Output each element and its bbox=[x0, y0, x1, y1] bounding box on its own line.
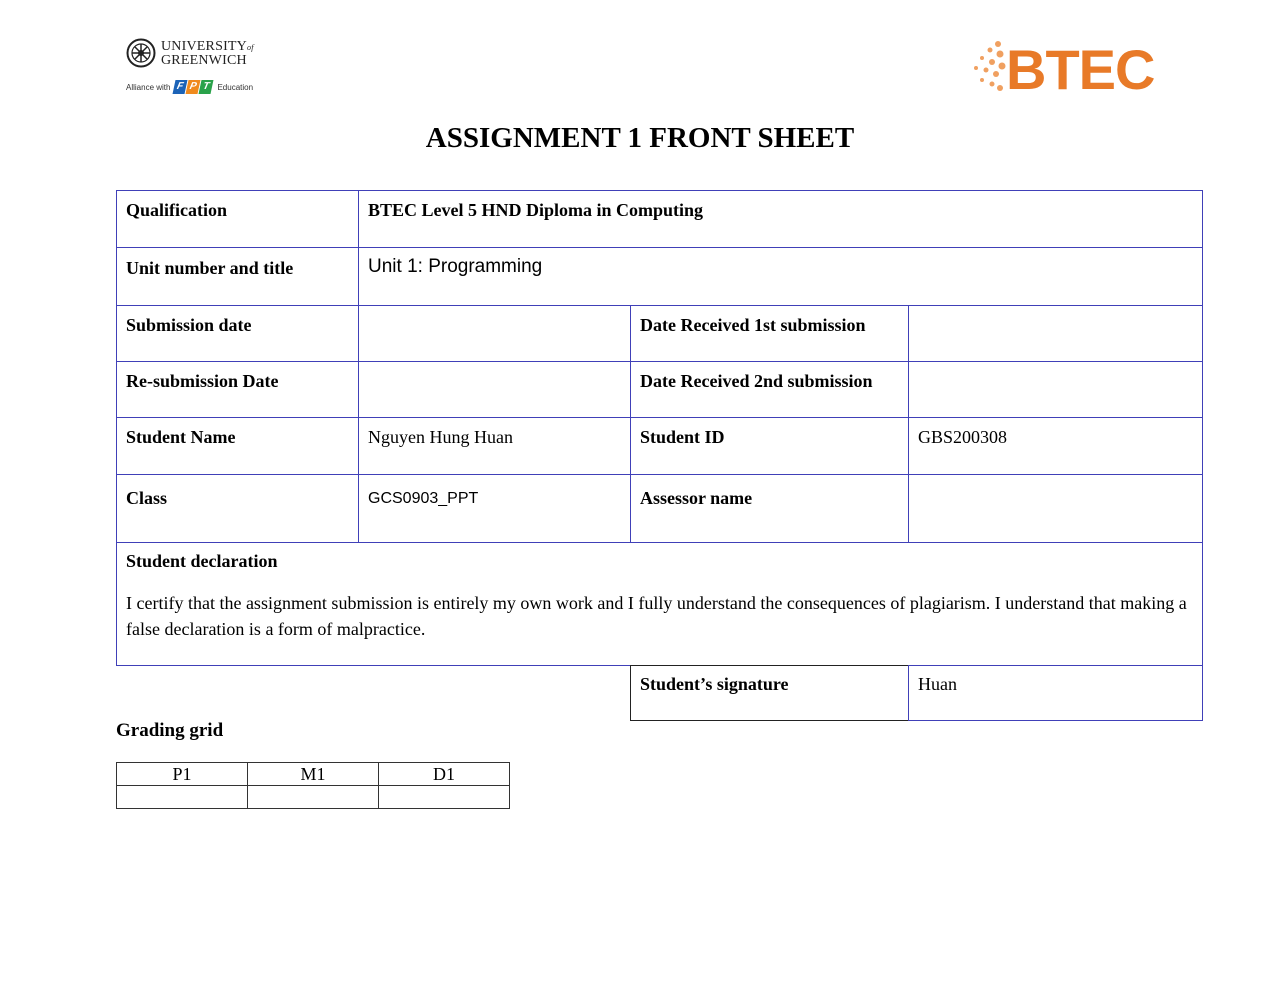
btec-logo bbox=[968, 36, 1168, 100]
student-id-value: GBS200308 bbox=[908, 417, 1203, 475]
fpt-letter-t: T bbox=[199, 80, 214, 94]
grade-header-d1: D1 bbox=[379, 763, 510, 786]
unit-label: Unit number and title bbox=[116, 247, 359, 306]
date-received-1-value bbox=[908, 305, 1203, 362]
fpt-letter-p: P bbox=[186, 80, 201, 94]
alliance-suffix: Education bbox=[217, 82, 254, 92]
resubmission-label: Re-submission Date bbox=[116, 361, 359, 418]
student-id-label: Student ID bbox=[630, 417, 909, 475]
alliance-line bbox=[126, 80, 266, 94]
page-title: ASSIGNMENT 1 FRONT SHEET bbox=[425, 122, 855, 154]
grade-header-p1: P1 bbox=[117, 763, 248, 786]
qualification-value: BTEC Level 5 HND Diploma in Computing bbox=[358, 190, 1203, 248]
btec-dots-icon bbox=[968, 36, 1008, 100]
assessor-label: Assessor name bbox=[630, 474, 909, 543]
university-of-greenwich-logo bbox=[126, 38, 266, 102]
student-name-label: Student Name bbox=[116, 417, 359, 475]
date-received-2-label: Date Received 2nd submission bbox=[630, 361, 909, 418]
fpt-letter-f: F bbox=[173, 80, 188, 94]
alliance-prefix: Alliance with bbox=[126, 82, 171, 92]
grading-grid bbox=[116, 762, 510, 809]
university-seal-icon bbox=[126, 38, 156, 68]
grade-header-m1: M1 bbox=[248, 763, 379, 786]
fpt-logo bbox=[174, 80, 213, 94]
submission-date-value bbox=[358, 305, 631, 362]
grade-value-m1 bbox=[248, 786, 379, 809]
signature-label: Student’s signature bbox=[630, 665, 909, 721]
date-received-1-label: Date Received 1st submission bbox=[630, 305, 909, 362]
resubmission-value bbox=[358, 361, 631, 418]
uog-of: of bbox=[247, 42, 254, 52]
qualification-label: Qualification bbox=[116, 190, 359, 248]
signature-value: Huan bbox=[908, 665, 1203, 721]
class-value: GCS0903_PPT bbox=[358, 474, 631, 543]
assessor-value bbox=[908, 474, 1203, 543]
unit-value: Unit 1: Programming bbox=[358, 247, 1203, 306]
declaration-text: I certify that the assignment submission is entirely my own work and I fully understand the consequences of plagiarism. I understand that making a false declaration is a form of malpractice. bbox=[126, 593, 1187, 639]
declaration-title: Student declaration bbox=[126, 551, 278, 571]
uog-line1: UNIVERSITY bbox=[161, 38, 247, 54]
grade-value-d1 bbox=[379, 786, 510, 809]
btec-wordmark: BTEC bbox=[1006, 38, 1155, 101]
class-label: Class bbox=[116, 474, 359, 543]
grading-header-row bbox=[117, 763, 510, 786]
submission-date-label: Submission date bbox=[116, 305, 359, 362]
declaration-block bbox=[116, 542, 1203, 666]
grading-grid-title: Grading grid bbox=[116, 720, 224, 741]
student-name-value: Nguyen Hung Huan bbox=[358, 417, 631, 475]
grading-value-row bbox=[117, 786, 510, 809]
uog-line2: GREENWICH bbox=[161, 52, 247, 68]
grade-value-p1 bbox=[117, 786, 248, 809]
date-received-2-value bbox=[908, 361, 1203, 418]
